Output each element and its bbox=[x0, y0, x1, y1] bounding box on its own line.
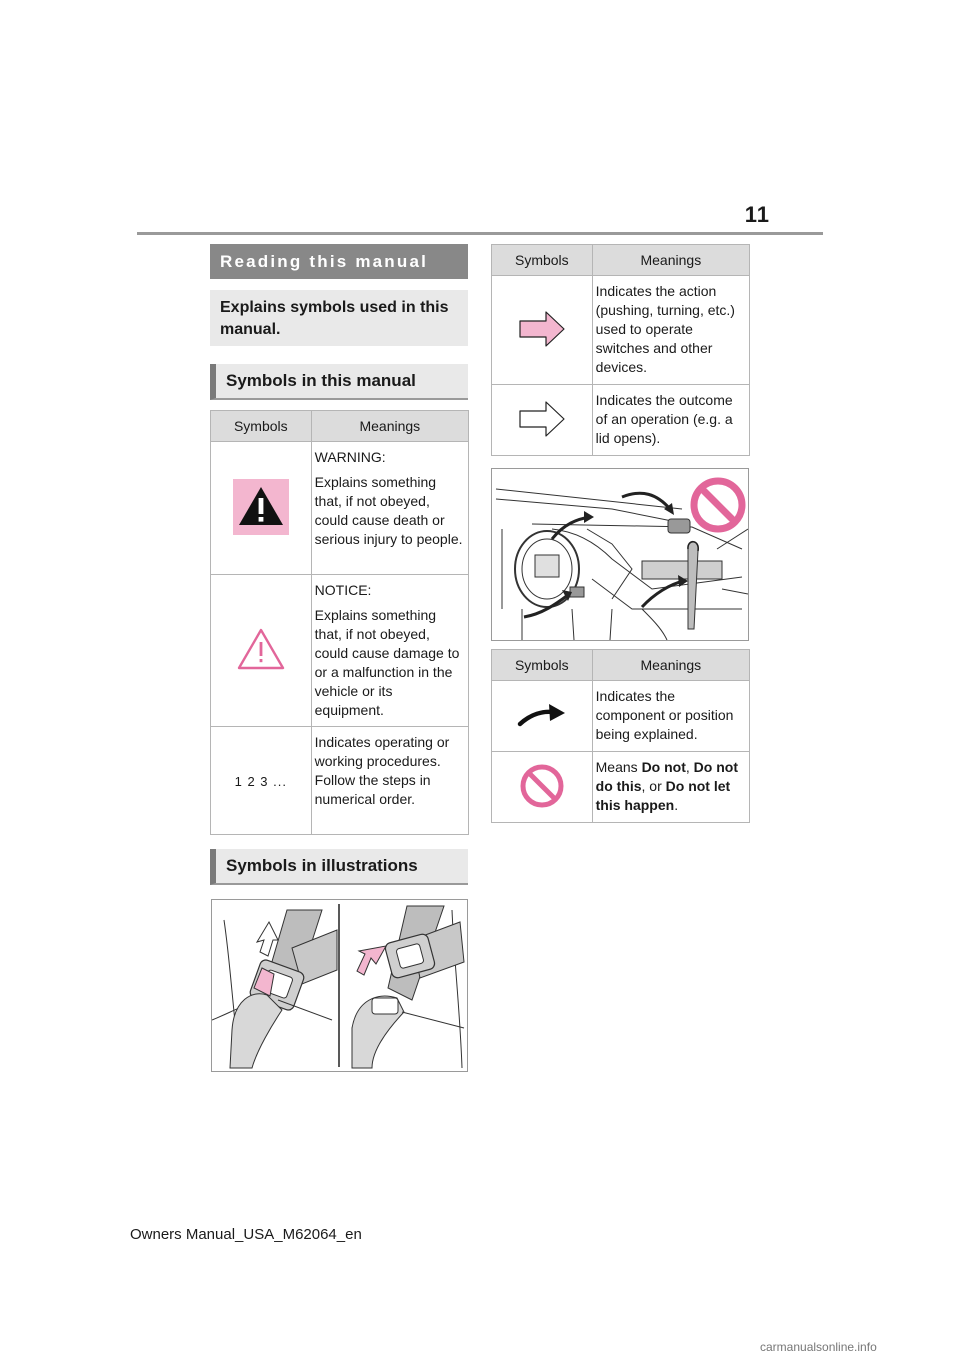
section-title: Reading this manual bbox=[210, 244, 468, 279]
top-rule bbox=[137, 232, 823, 235]
table-row bbox=[211, 442, 469, 575]
col-meanings: Meanings bbox=[592, 650, 749, 681]
pointer-arrow-meaning: Indicates the component or position being explained. bbox=[592, 681, 749, 752]
notice-triangle-outline-icon bbox=[236, 627, 286, 671]
pink-action-arrow-icon bbox=[518, 310, 566, 348]
col-meanings: Meanings bbox=[311, 411, 468, 442]
table-row bbox=[492, 385, 750, 456]
col-symbols: Symbols bbox=[211, 411, 312, 442]
table-row bbox=[211, 575, 469, 727]
seatbelt-illustration bbox=[211, 899, 468, 1072]
table-row bbox=[492, 276, 750, 385]
section-intro: Explains symbols used in this manual. bbox=[210, 290, 468, 346]
manual-symbols-table bbox=[210, 410, 469, 835]
dashboard-illustration bbox=[491, 468, 749, 641]
col-symbols: Symbols bbox=[492, 650, 593, 681]
outline-outcome-arrow-icon bbox=[518, 400, 566, 438]
prohibition-sign-icon bbox=[519, 763, 565, 809]
col-meanings: Meanings bbox=[592, 245, 749, 276]
warning-label: WARNING: bbox=[314, 449, 386, 465]
notice-desc: Explains something that, if not obeyed, could cause damage to or a malfunction in the vehicle or its equipment. bbox=[314, 607, 460, 718]
table-header-row bbox=[211, 411, 469, 442]
footer-manual-id: Owners Manual_USA_M62064_en bbox=[130, 1226, 362, 1243]
page-number: 11 bbox=[744, 202, 770, 227]
col-symbols: Symbols bbox=[492, 245, 593, 276]
table-header-row bbox=[492, 650, 750, 681]
steps-desc: Indicates operating or working procedures. Follow the steps in numerical order. bbox=[314, 734, 450, 807]
prohibition-meaning: Means Do not, Do not do this, or Do not let this happen. bbox=[592, 752, 749, 823]
action-arrow-meaning: Indicates the action (pushing, turning, etc.) used to operate switches and other devices. bbox=[592, 276, 749, 385]
curved-pointer-arrow-icon bbox=[517, 700, 567, 730]
table-row bbox=[492, 681, 750, 752]
warning-desc: Explains something that, if not obeyed, could cause death or serious injury to people. bbox=[314, 474, 463, 547]
table-row bbox=[492, 752, 750, 823]
symbols-in-illustrations-heading: Symbols in illustrations bbox=[210, 849, 468, 885]
outcome-arrow-meaning: Indicates the outcome of an operation (e.g. a lid opens). bbox=[592, 385, 749, 456]
warning-triangle-filled-icon bbox=[233, 479, 289, 535]
notice-label: NOTICE: bbox=[314, 582, 372, 598]
illustration-symbols-table-2 bbox=[491, 649, 750, 823]
numbered-steps-icon: 1 2 3 ... bbox=[234, 773, 287, 789]
symbols-in-manual-heading: Symbols in this manual bbox=[210, 364, 468, 400]
watermark: carmanualsonline.info bbox=[760, 1340, 877, 1354]
illustration-symbols-table-1 bbox=[491, 244, 750, 456]
seatbelt-buckle-image bbox=[212, 900, 467, 1071]
table-row bbox=[211, 727, 469, 835]
table-header-row bbox=[492, 245, 750, 276]
vehicle-dashboard-image bbox=[492, 469, 748, 640]
